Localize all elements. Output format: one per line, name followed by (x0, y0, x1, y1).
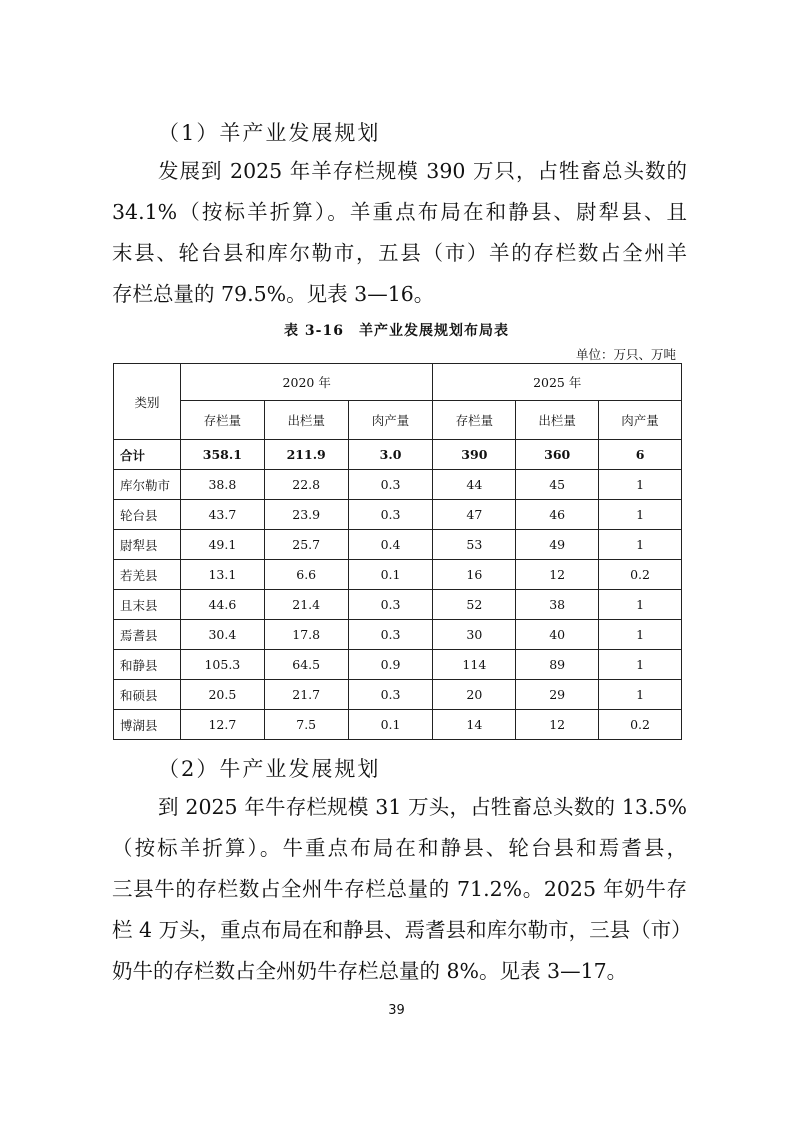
table-unit: 单位：万只、万吨 (575, 347, 676, 362)
value-cell: 0.3 (348, 470, 433, 500)
value-cell: 29 (516, 680, 599, 710)
row-name-cell: 且末县 (114, 590, 181, 620)
value-cell: 47 (433, 500, 516, 530)
value-cell: 38.8 (180, 470, 264, 500)
page-number: 39 (388, 1003, 405, 1018)
value-cell: 6 (599, 440, 682, 470)
table-row (114, 530, 682, 560)
paragraph-sheep (112, 151, 687, 315)
value-cell: 1 (599, 470, 682, 500)
value-cell: 390 (433, 440, 516, 470)
value-cell: 64.5 (264, 650, 348, 680)
paragraph-line: 34.1%（按标羊折算）。羊重点布局在和静县、尉犁县、且 (112, 200, 687, 224)
value-cell: 0.1 (348, 560, 433, 590)
year-header: 2025 年 (433, 364, 682, 401)
section-heading-sheep: （1）羊产业发展规划 (158, 121, 381, 145)
row-name-cell: 焉耆县 (114, 620, 181, 650)
value-cell: 49.1 (180, 530, 264, 560)
value-cell: 114 (433, 650, 516, 680)
paragraph-line: 存栏总量的 79.5%。见表 3—16。 (112, 282, 435, 306)
paragraph-line: 三县牛的存栏数占全州牛存栏总量的 71.2%。2025 年奶牛存 (112, 877, 687, 901)
value-cell: 89 (516, 650, 599, 680)
value-cell: 30.4 (180, 620, 264, 650)
paragraph-line: 到 2025 年牛存栏规模 31 万头，占牲畜总头数的 13.5% (158, 795, 687, 819)
table-row (114, 620, 682, 650)
value-cell: 16 (433, 560, 516, 590)
value-cell: 0.1 (348, 710, 433, 740)
value-cell: 12.7 (180, 710, 264, 740)
value-cell: 0.3 (348, 590, 433, 620)
row-name-cell: 和硕县 (114, 680, 181, 710)
value-cell: 12 (516, 560, 599, 590)
section-heading-cattle: （2）牛产业发展规划 (158, 757, 381, 781)
table-row (114, 470, 682, 500)
value-cell: 1 (599, 620, 682, 650)
value-cell: 1 (599, 650, 682, 680)
paragraph-line: 末县、轮台县和库尔勒市，五县（市）羊的存栏数占全州羊 (112, 241, 687, 265)
category-header: 类别 (114, 364, 181, 440)
value-cell: 1 (599, 500, 682, 530)
row-name-cell: 尉犁县 (114, 530, 181, 560)
value-cell: 211.9 (264, 440, 348, 470)
value-cell: 14 (433, 710, 516, 740)
column-header: 出栏量 (516, 401, 599, 440)
value-cell: 3.0 (348, 440, 433, 470)
value-cell: 23.9 (264, 500, 348, 530)
value-cell: 21.7 (264, 680, 348, 710)
value-cell: 0.3 (348, 680, 433, 710)
value-cell: 0.2 (599, 560, 682, 590)
table-caption: 表 3-16 羊产业发展规划布局表 (284, 323, 509, 339)
value-cell: 44.6 (180, 590, 264, 620)
value-cell: 49 (516, 530, 599, 560)
table-total-row (114, 440, 682, 470)
value-cell: 43.7 (180, 500, 264, 530)
value-cell: 45 (516, 470, 599, 500)
row-name-cell: 库尔勒市 (114, 470, 181, 500)
table-row (114, 650, 682, 680)
paragraph-line: 发展到 2025 年羊存栏规模 390 万只，占牲畜总头数的 (158, 159, 687, 183)
value-cell: 7.5 (264, 710, 348, 740)
table-row (114, 680, 682, 710)
value-cell: 6.6 (264, 560, 348, 590)
paragraph-line: 栏 4 万头，重点布局在和静县、焉耆县和库尔勒市，三县（市） (112, 918, 692, 942)
value-cell: 40 (516, 620, 599, 650)
column-header: 肉产量 (599, 401, 682, 440)
table-body (114, 440, 682, 740)
value-cell: 20.5 (180, 680, 264, 710)
paragraph-line: 奶牛的存栏数占全州奶牛存栏总量的 8%。见表 3—17。 (112, 959, 628, 983)
column-header: 出栏量 (264, 401, 348, 440)
value-cell: 0.9 (348, 650, 433, 680)
value-cell: 46 (516, 500, 599, 530)
table-row (114, 560, 682, 590)
value-cell: 53 (433, 530, 516, 560)
value-cell: 13.1 (180, 560, 264, 590)
value-cell: 1 (599, 590, 682, 620)
column-header: 肉产量 (348, 401, 433, 440)
year-header: 2020 年 (180, 364, 432, 401)
value-cell: 105.3 (180, 650, 264, 680)
table-row (114, 500, 682, 530)
value-cell: 0.2 (599, 710, 682, 740)
value-cell: 358.1 (180, 440, 264, 470)
value-cell: 360 (516, 440, 599, 470)
row-name-cell: 若羌县 (114, 560, 181, 590)
table-subheader-row (114, 401, 682, 440)
paragraph-cattle (112, 787, 692, 992)
table-row (114, 710, 682, 740)
paragraph-line: （按标羊折算）。牛重点布局在和静县、轮台县和焉耆县， (112, 836, 687, 860)
value-cell: 0.3 (348, 500, 433, 530)
value-cell: 22.8 (264, 470, 348, 500)
row-name-cell: 合计 (114, 440, 181, 470)
value-cell: 38 (516, 590, 599, 620)
row-name-cell: 轮台县 (114, 500, 181, 530)
value-cell: 0.3 (348, 620, 433, 650)
value-cell: 25.7 (264, 530, 348, 560)
row-name-cell: 和静县 (114, 650, 181, 680)
value-cell: 1 (599, 680, 682, 710)
column-header: 存栏量 (180, 401, 264, 440)
value-cell: 17.8 (264, 620, 348, 650)
value-cell: 0.4 (348, 530, 433, 560)
row-name-cell: 博湖县 (114, 710, 181, 740)
column-header: 存栏量 (433, 401, 516, 440)
value-cell: 12 (516, 710, 599, 740)
table-header-row (114, 364, 682, 401)
value-cell: 30 (433, 620, 516, 650)
sheep-plan-table (113, 363, 682, 740)
value-cell: 1 (599, 530, 682, 560)
value-cell: 44 (433, 470, 516, 500)
table-row (114, 590, 682, 620)
value-cell: 52 (433, 590, 516, 620)
value-cell: 21.4 (264, 590, 348, 620)
value-cell: 20 (433, 680, 516, 710)
